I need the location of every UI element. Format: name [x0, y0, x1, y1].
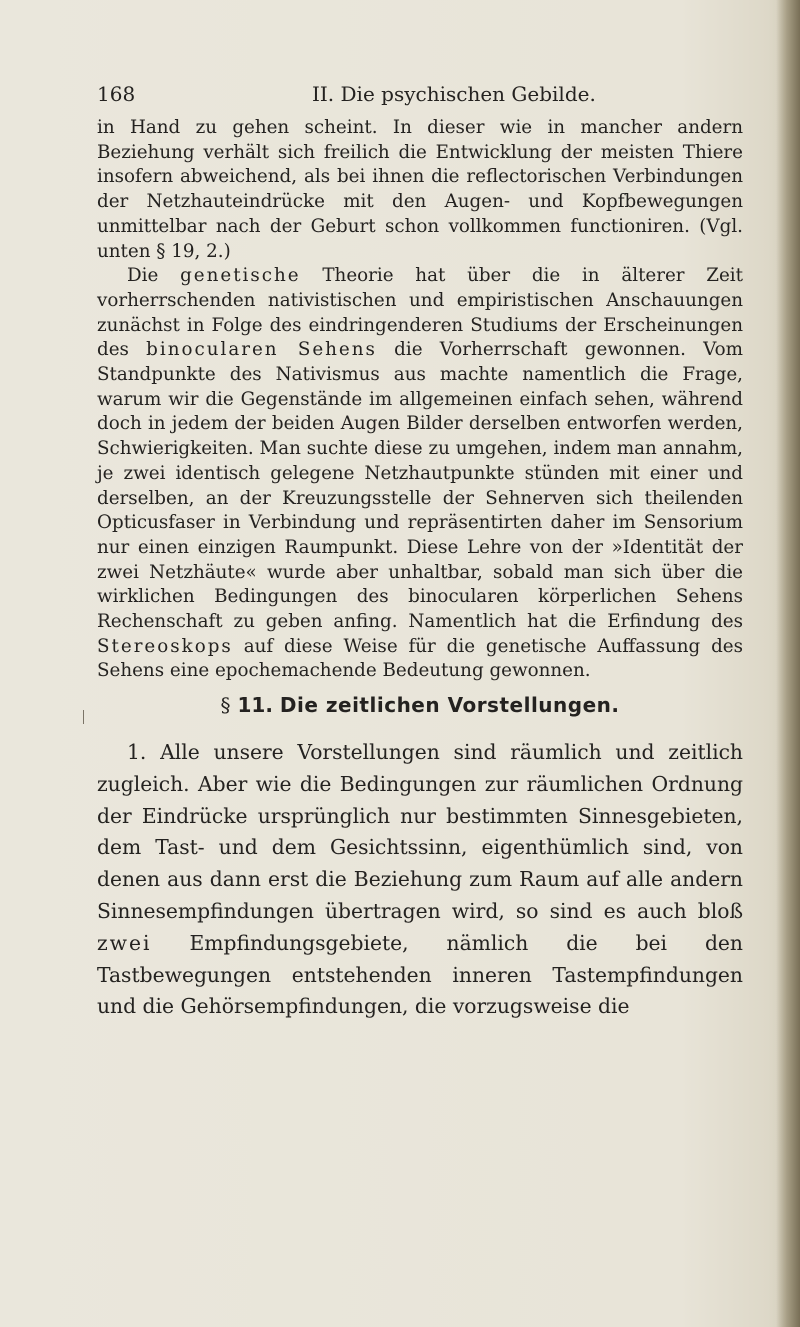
paragraph-continuation: in Hand zu gehen scheint. In dieser wie in mancher andern Beziehung verhält sich freilich die Entwicklung der meisten Thiere insofern abweichend, als bei ihnen die reflectorischen Verbindungen der Netzhauteindrücke mit den Augen- und Kopfbewegungen unmittelbar nach der Geburt schon vollkommen functioniren. (Vgl. unten § 19, 2.) [97, 117, 743, 262]
paragraph-temporal [97, 737, 743, 1023]
section-heading [97, 691, 743, 719]
emphasis-stereoscope: Stereoskops [97, 635, 233, 657]
text-run: Die [127, 265, 181, 287]
running-title: II. Die psychischen Gebilde. [312, 82, 596, 106]
paragraph-genetic-theory [97, 264, 743, 684]
emphasis-binocular: binocularen Sehens [146, 339, 377, 361]
emphasis-zwei: zwei [97, 930, 152, 955]
page-header [97, 82, 717, 112]
body-text-bottom [97, 737, 743, 1023]
page-edge-shadow [776, 0, 800, 1327]
text-run: Empfindungsgebiete, nämlich die bei den Tastbewegungen entstehenden inneren Tastempfindungen und die Gehörsempfindungen, die vorzugsweise die [97, 930, 743, 1019]
text-run: die Vorherrschaft gewonnen. Vom Standpunkte des Nativismus aus machte namentlich die Frage, warum wir die Gegenstände im allgemeinen einfach sehen, während doch in jedem der beiden Augen Bilder derselben entworfen werden, Schwierigkeiten. Man suchte diese zu umgehen, indem man annahm, je zwei identisch gelegene Netzhautpunkte stünden mit einer und derselben, an der Kreuzungsstelle der Sehnerven sich theilenden Opticusfaser in Verbindung und repräsentirten daher im Sensorium nur einen einzigen Raumpunkt. Diese Lehre von der »Identität der zwei Netzhäute« wurde aber unhaltbar, sobald man sich über die wirklichen Bedingungen des binocularen körperlichen Sehens Rechenschaft zu geben anfing. Namentlich hat die Erfindung des [97, 339, 743, 633]
section-symbol: § [220, 693, 231, 717]
section-number: 11. [237, 693, 273, 717]
text-run: Theorie hat über die in älterer Zeit vorherrschenden nativistischen und empiristischen Anschauungen zunächst in Folge des eindringenderen Studiums der Erscheinungen des [97, 265, 743, 361]
section-title: Die zeitlichen Vorstellungen. [279, 693, 620, 717]
margin-pencil-mark [83, 710, 84, 724]
emphasis-genetic: genetische [180, 265, 301, 287]
body-text-top [97, 116, 743, 684]
page-number: 168 [97, 82, 136, 106]
text-run: auf diese Weise für die genetische Auffassung des Sehens eine epochemachende Bedeutung gewonnen. [97, 635, 743, 682]
text-run: 1. Alle unsere Vorstellungen sind räumlich und zeitlich zugleich. Aber wie die Bedingungen zur räumlichen Ordnung der Eindrücke ursprünglich nur bestimmten Sinnesgebieten, dem Tast- und dem Gesichtssinn, eigenthümlich sind, von denen aus dann erst die Beziehung zum Raum auf alle andern Sinnesempfindungen übertragen wird, so sind es auch bloß [97, 740, 743, 923]
